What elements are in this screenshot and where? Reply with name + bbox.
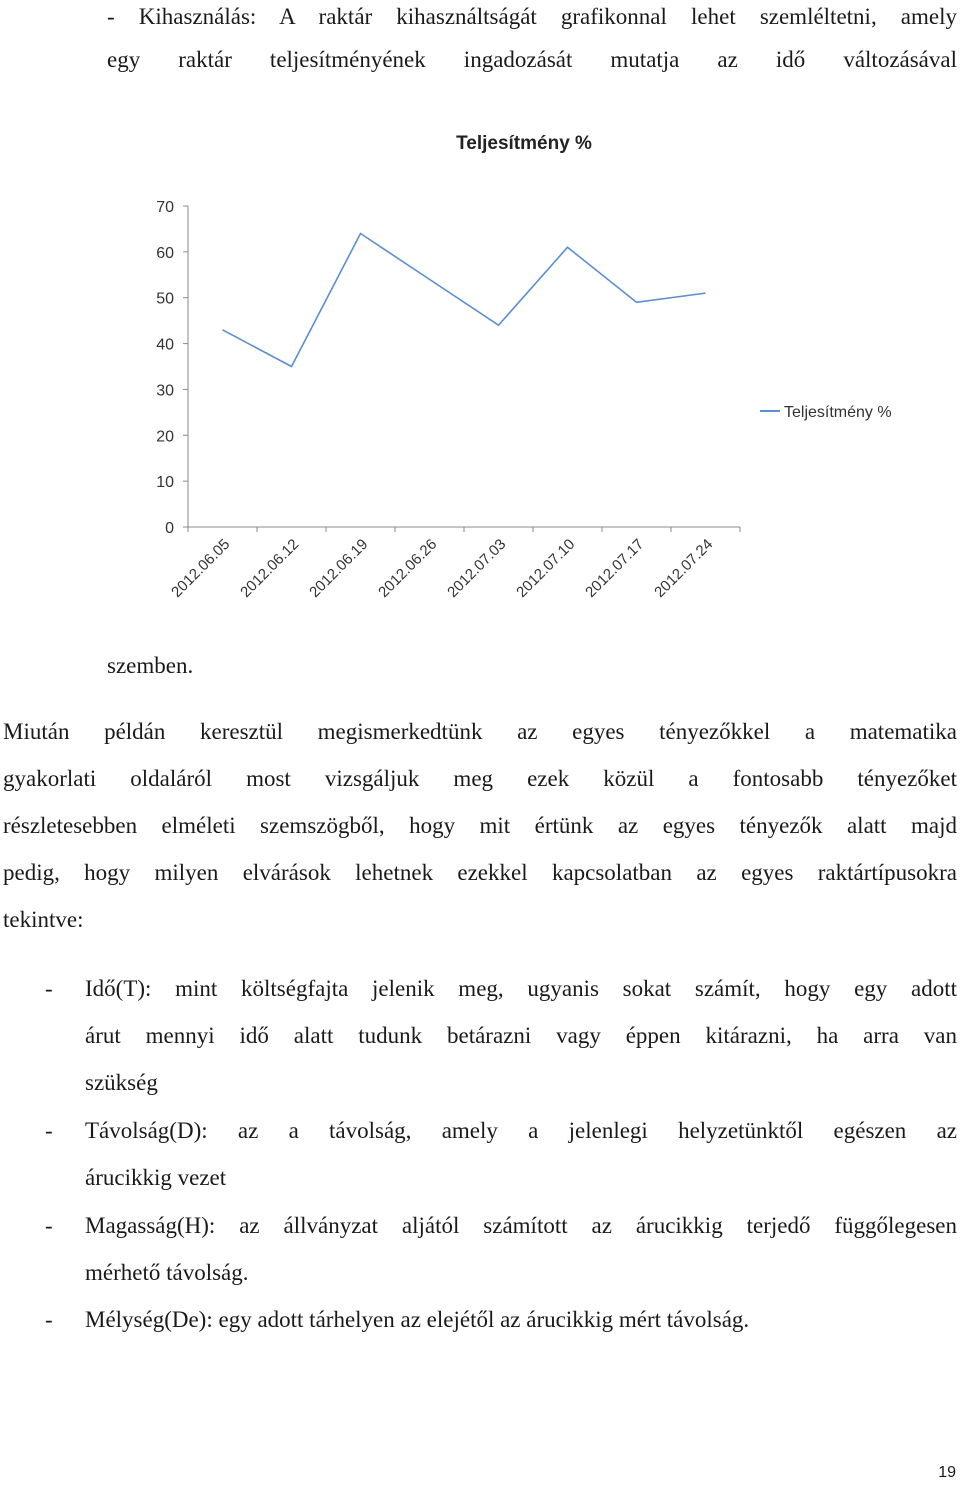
legend-label: Teljesítmény % bbox=[784, 404, 892, 421]
bullet-marker: - bbox=[45, 1213, 53, 1238]
bullet-3-line-1: Magasság(H): az állványzat aljától számított az árucikkig terjedő függőlegesen bbox=[85, 1213, 957, 1238]
x-tick-label: 2012.07.10 bbox=[513, 535, 579, 601]
y-tick-label: 40 bbox=[156, 336, 174, 354]
performance-chart bbox=[0, 120, 960, 640]
x-tick-label: 2012.07.17 bbox=[582, 535, 648, 601]
intro-line-3: szemben. bbox=[107, 653, 194, 678]
y-tick-label: 50 bbox=[156, 290, 174, 308]
y-tick-label: 30 bbox=[156, 382, 174, 400]
series-line bbox=[223, 234, 706, 367]
x-tick-label: 2012.06.12 bbox=[237, 535, 303, 601]
paragraph-line-4: pedig, hogy milyen elvárások lehetnek ezekkel kapcsolatban az egyes raktártípusokra bbox=[3, 860, 957, 885]
bullet-marker: - bbox=[45, 1118, 53, 1143]
bullet-2-line-1: Távolság(D): az a távolság, amely a jelenlegi helyzetünktől egészen az bbox=[85, 1118, 957, 1143]
paragraph-line-2: gyakorlati oldaláról most vizsgáljuk meg ezek közül a fontosabb tényezőket bbox=[3, 766, 957, 791]
bullet-1-line-3: szükség bbox=[85, 1070, 158, 1095]
x-tick-label: 2012.06.26 bbox=[375, 535, 441, 601]
y-tick-label: 10 bbox=[156, 474, 174, 492]
bullet-1-line-1: Idő(T): mint költségfajta jelenik meg, ugyanis sokat számít, hogy egy adott bbox=[85, 976, 957, 1001]
y-tick-label: 20 bbox=[156, 428, 174, 446]
paragraph-line-3: részletesebben elméleti szemszögből, hogy mit értünk az egyes tényezők alatt majd bbox=[3, 813, 957, 838]
x-tick-label: 2012.07.03 bbox=[444, 535, 510, 601]
intro-line-2: egy raktár teljesítményének ingadozását mutatja az idő változásával bbox=[107, 47, 957, 72]
bullet-marker: - bbox=[45, 1307, 53, 1332]
chart-title: Teljesítmény % bbox=[456, 133, 592, 154]
bullet-4-line-1: Mélység(De): egy adott tárhelyen az elejétől az árucikkig mért távolság. bbox=[85, 1307, 750, 1332]
bullet-2-line-2: árucikkig vezet bbox=[85, 1165, 227, 1190]
x-tick-label: 2012.06.19 bbox=[306, 535, 372, 601]
bullet-3-line-2: mérhető távolság. bbox=[85, 1260, 249, 1285]
x-tick-label: 2012.07.24 bbox=[651, 535, 717, 601]
y-tick-label: 70 bbox=[156, 199, 174, 216]
page-number: 19 bbox=[938, 1464, 956, 1481]
paragraph-line-1: Miután példán keresztül megismerkedtünk az egyes tényezőkkel a matematika bbox=[3, 719, 957, 744]
x-tick-label: 2012.06.05 bbox=[168, 535, 234, 601]
intro-line-1: - Kihasználás: A raktár kihasználtságát grafikonnal lehet szemléltetni, amely bbox=[107, 4, 957, 29]
bullet-1-line-2: árut mennyi idő alatt tudunk betárazni vagy éppen kitárazni, ha arra van bbox=[85, 1023, 957, 1048]
y-tick-label: 0 bbox=[165, 520, 174, 537]
paragraph-line-5: tekintve: bbox=[3, 907, 84, 932]
bullet-marker: - bbox=[45, 976, 53, 1001]
y-tick-label: 60 bbox=[156, 244, 174, 262]
